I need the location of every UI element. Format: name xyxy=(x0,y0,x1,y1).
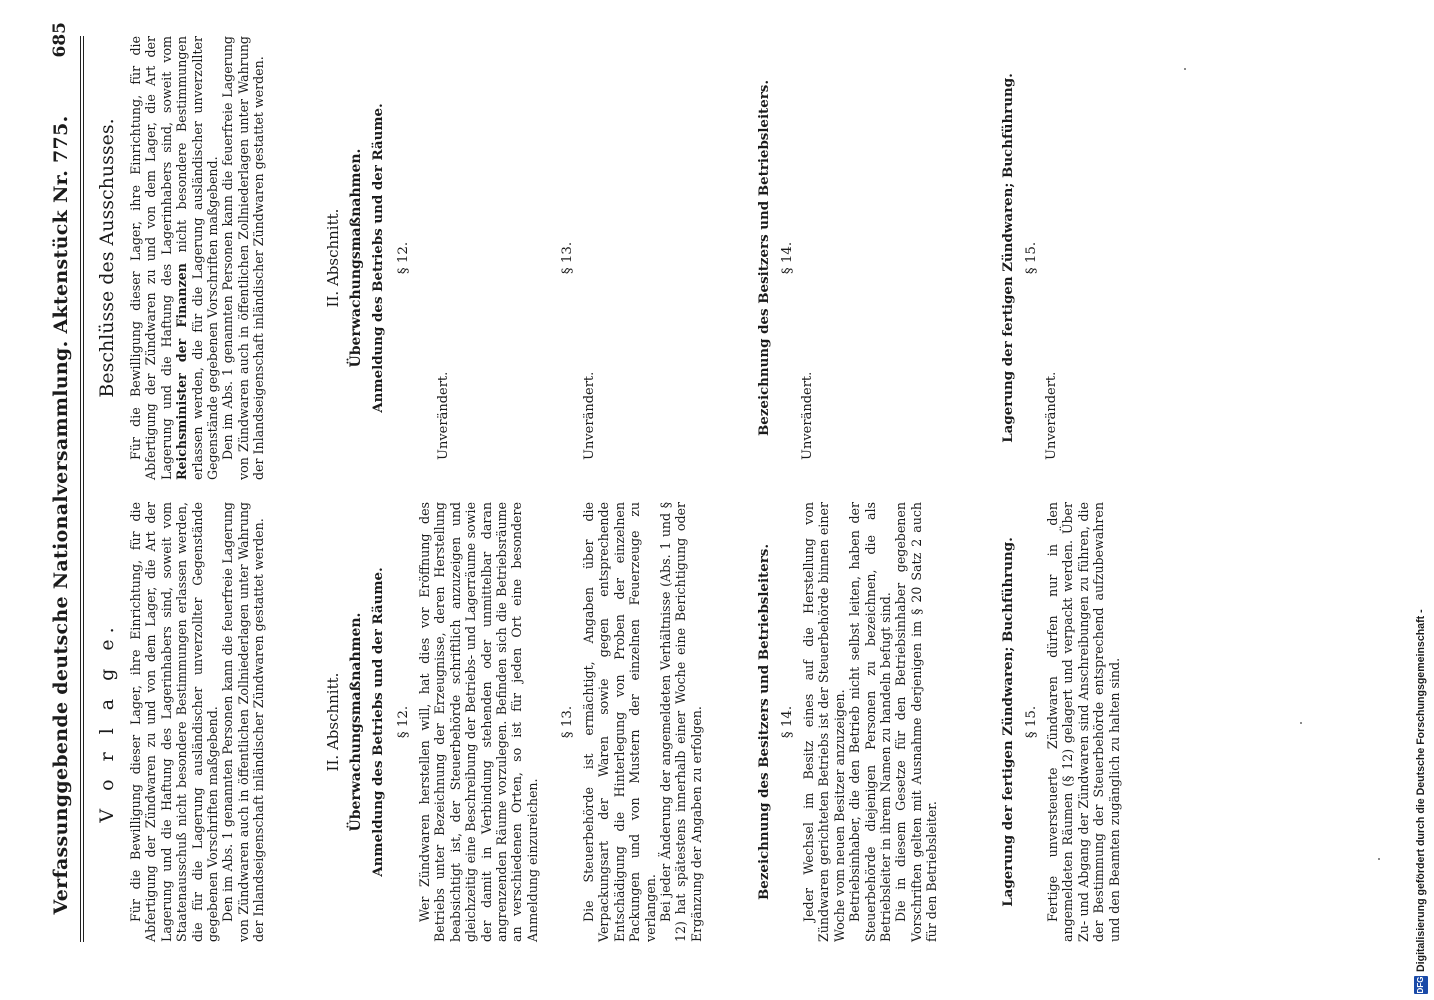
left-section-ii xyxy=(324,502,540,942)
left-paragraph-13-text-1: Die Steuerbehörde ist ermächtigt, Angaben über die Verpackungsart der Waren sowie gegen entsprechende Entschädigung die Hinterlegung von Proben der einzelnen Packungen und von Mustern der einzelnen Feuerzeuge zu verlangen. xyxy=(581,502,658,942)
left-section-heading: II. Abschnitt. xyxy=(324,672,342,772)
right-intro xyxy=(128,36,267,480)
right-paragraph-13-unchanged: Unverändert. xyxy=(582,371,597,460)
right-section-subheading: Überwachungsmaßnahmen. xyxy=(348,148,364,368)
right-paragraph-15-unchanged: Unverändert. xyxy=(1044,371,1059,460)
right-paragraph-14-unchanged: Unverändert. xyxy=(800,371,815,460)
left-intro-paragraph-1: Für die Bewilligung dieser Lager, ihre Einrichtung, für die Abfertigung der Zündwaren zu und von dem Lager, die Art der Lagerung und die Haftung des Lagerinhabers sind, soweit vom Staatenausschuß nicht besondere Bestimmungen erlassen werden, die für die Lagerung ausländischer unverzollter Gegenstände gegebenen Vorschriften maßgebend. xyxy=(128,502,221,942)
right-intro-paragraph-1 xyxy=(128,36,220,480)
left-paragraph-13-text-2: Bei jeder Änderung der angemeldeten Verhältnisse (Abs. 1 und § 12) hat spätestens innerhalb einer Woche eine Berichtigung oder Ergänzung der Angaben zu erfolgen. xyxy=(658,502,704,942)
right-subheading-lagerung: Lagerung der fertigen Zündwaren; Buchführung. xyxy=(1000,73,1016,443)
left-paragraph-12-text: Wer Zündwaren herstellen will, hat dies vor Eröffnung des Betriebs unter Bezeichnung der Erzeugnisse, deren Herstellung beabsichtigt ist, der Steuerbehörde schriftlich anzuzeigen und gleichzeitig eine Beschreibung der Betriebs- und Lagerräume sowie der damit in Verbindung stehenden oder unmittelbar daran angrenzenden Räume vorzulegen. Befinden sich die Betriebsräume an verschiedenen Orten, so ist für jeden Ort eine besondere Anmeldung einzureichen. xyxy=(417,502,540,942)
right-paragraph-12-unchanged: Unverändert. xyxy=(436,371,451,460)
left-paragraph-15 xyxy=(1000,502,1122,942)
left-paragraph-14 xyxy=(756,502,940,942)
scan-speck xyxy=(1378,858,1380,860)
right-paragraph-13-label: § 13. xyxy=(560,241,575,275)
right-paragraph-14 xyxy=(756,36,795,480)
left-section-subheading: Überwachungsmaßnahmen. xyxy=(348,612,364,832)
left-intro xyxy=(128,502,267,942)
right-paragraph-15 xyxy=(1000,36,1039,480)
right-section-ii xyxy=(324,36,411,480)
scan-speck xyxy=(1300,722,1302,724)
page-header-title: Verfassunggebende deutsche Nationalversammlung. Aktenstück Nr. 775. xyxy=(50,115,72,915)
right-subheading-besitzer: Bezeichnung des Besitzers und Betriebsleiters. xyxy=(756,79,772,437)
dfg-logo: DFG xyxy=(1414,976,1428,994)
left-subheading-anmeldung: Anmeldung des Betriebs und der Räume. xyxy=(370,567,386,877)
right-paragraph-13 xyxy=(560,36,575,480)
header-rule-thin xyxy=(83,36,84,942)
left-paragraph-15-label: § 15. xyxy=(1024,705,1039,739)
left-paragraph-14-text-2: Betriebsinhaber, die den Betrieb nicht selbst leiten, haben der Steuerbehörde diejenigen Personen zu bezeichnen, die als Betriebsleiter in ihrem Namen zu handeln befugt sind. xyxy=(847,502,894,942)
right-section-heading: II. Abschnitt. xyxy=(324,208,342,308)
right-paragraph-14-label: § 14. xyxy=(780,241,795,275)
right-intro-paragraph-2: Den im Abs. 1 genannten Personen kann die feuerfreie Lagerung von Zündwaren auch in öffentlichen Zollniederlagen unter Wahrung der Inlandseigenschaft inländischer Zündwaren gestattet werden. xyxy=(220,36,267,480)
left-paragraph-15-text: Fertige unversteuerte Zündwaren dürfen nur in den angemeldeten Räumen (§ 12) gelagert und verpackt werden. Über Zu- und Abgang der Zündwaren sind Anschreibungen zu führen, die der Bestimmung der Steuerbehörde entsprechend aufzubewahren und den Beamten zugänglich zu halten sind. xyxy=(1045,502,1122,942)
digitization-credit: Digitalisierung gefördert durch die Deutsche Forschungsgemeinschaft - xyxy=(1415,609,1427,972)
right-intro-emphasis: Reichsminister der Finanzen xyxy=(174,263,190,480)
right-column-title: Beschlüsse des Ausschusses. xyxy=(96,118,118,398)
right-paragraph-12-label: § 12. xyxy=(396,241,411,275)
right-intro-text-b: nicht besondere Bestimmungen erlassen werden, die für die Lagerung ausländischer unverzollter Gegenstände gegebenen Vorschriften maßgebend. xyxy=(174,36,221,480)
left-intro-paragraph-2: Den im Abs. 1 genannten Personen kann die feuerfreie Lagerung von Zündwaren auch in öffentlichen Zollniederlagen unter Wahrung der Inlandseigenschaft inländischer Zündwaren gestattet werden. xyxy=(220,502,267,942)
left-paragraph-13 xyxy=(560,502,704,942)
left-paragraph-12-label: § 12. xyxy=(396,705,411,739)
left-paragraph-14-text-3: Die in diesem Gesetze für den Betriebsinhaber gegebenen Vorschriften gelten mit Ausnahme derjenigen im § 20 Satz 2 auch für den Betriebsleiter. xyxy=(893,502,940,942)
page-number: 685 xyxy=(50,22,70,58)
left-column-title: V o r l a g e. xyxy=(96,621,118,823)
header-rule xyxy=(80,36,81,942)
left-subheading-besitzer: Bezeichnung des Besitzers und Betriebsleiters. xyxy=(756,543,772,901)
left-paragraph-14-text-1: Jeder Wechsel im Besitz eines auf die Herstellung von Zündwaren gerichteten Betriebs ist der Steuerbehörde binnen einer Woche vom neuen Besitzer anzuzeigen. xyxy=(801,502,847,942)
right-intro-text-a: Für die Bewilligung dieser Lager, ihre Einrichtung, für die Abfertigung der Zündwaren zu und von dem Lager, die Art der Lagerung und die Haftung des Lagerinhabers sind, soweit vom xyxy=(128,36,174,480)
left-paragraph-14-label: § 14. xyxy=(780,705,795,739)
left-subheading-lagerung: Lagerung der fertigen Zündwaren; Buchführung. xyxy=(1000,537,1016,907)
scan-speck xyxy=(1184,68,1186,70)
right-subheading-anmeldung: Anmeldung des Betriebs und der Räume. xyxy=(370,103,386,413)
right-paragraph-15-label: § 15. xyxy=(1024,241,1039,275)
left-paragraph-13-label: § 13. xyxy=(560,705,575,739)
